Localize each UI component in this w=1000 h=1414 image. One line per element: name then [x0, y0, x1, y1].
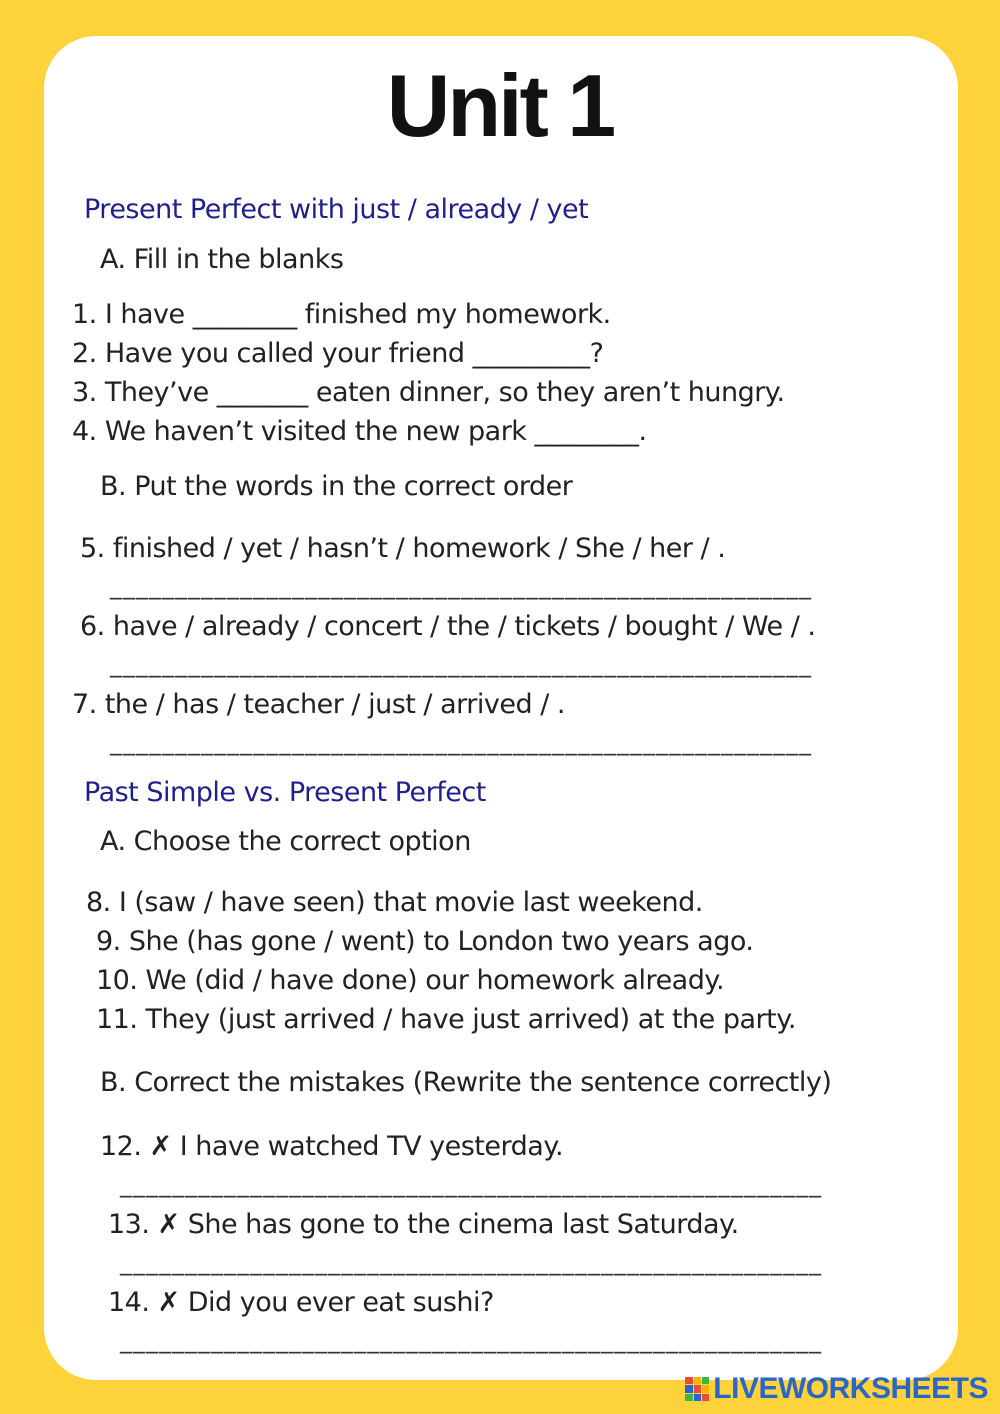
answer-line-7[interactable]: ______________________________________________________: [110, 728, 812, 756]
question-13: 13. ✗ She has gone to the cinema last Saturday.: [108, 1209, 739, 1240]
question-1: 1. I have ________ finished my homework.: [72, 299, 611, 330]
question-14: 14. ✗ Did you ever eat sushi?: [108, 1287, 494, 1318]
question-11: 11. They (just arrived / have just arrived) at the party.: [96, 1004, 796, 1035]
answer-line-13[interactable]: ______________________________________________________: [120, 1248, 822, 1276]
question-10: 10. We (did / have done) our homework already.: [96, 965, 725, 996]
question-6: 6. have / already / concert / the / tickets / bought / We / .: [80, 611, 816, 642]
question-3: 3. They’ve _______ eaten dinner, so they aren’t hungry.: [72, 377, 785, 408]
instruction-choose-option: A. Choose the correct option: [100, 826, 471, 857]
instruction-correct-mistakes: B. Correct the mistakes (Rewrite the sentence correctly): [100, 1067, 832, 1098]
logo-grid-icon: [685, 1377, 709, 1401]
answer-line-6[interactable]: ______________________________________________________: [110, 650, 812, 678]
liveworksheets-logo[interactable]: [685, 1374, 988, 1404]
answer-line-5[interactable]: ______________________________________________________: [110, 572, 812, 600]
answer-line-14[interactable]: ______________________________________________________: [120, 1326, 822, 1354]
instruction-fill-blanks: A. Fill in the blanks: [100, 244, 344, 275]
question-9: 9. She (has gone / went) to London two years ago.: [96, 926, 754, 957]
section-heading-past-simple: Past Simple vs. Present Perfect: [84, 777, 486, 808]
question-5: 5. finished / yet / hasn’t / homework / She / her / .: [80, 533, 726, 564]
section-heading-present-perfect: Present Perfect with just / already / yet: [84, 194, 589, 225]
answer-line-12[interactable]: ______________________________________________________: [120, 1170, 822, 1198]
instruction-word-order: B. Put the words in the correct order: [100, 471, 573, 502]
page-title: Unit 1: [386, 56, 614, 155]
brand-name: LIVEWORKSHEETS: [713, 1372, 988, 1405]
question-4: 4. We haven’t visited the new park ________.: [72, 416, 647, 447]
question-7: 7. the / has / teacher / just / arrived / .: [72, 689, 565, 720]
question-12: 12. ✗ I have watched TV yesterday.: [100, 1131, 564, 1162]
question-8: 8. I (saw / have seen) that movie last weekend.: [86, 887, 703, 918]
question-2: 2. Have you called your friend _________?: [72, 338, 604, 369]
